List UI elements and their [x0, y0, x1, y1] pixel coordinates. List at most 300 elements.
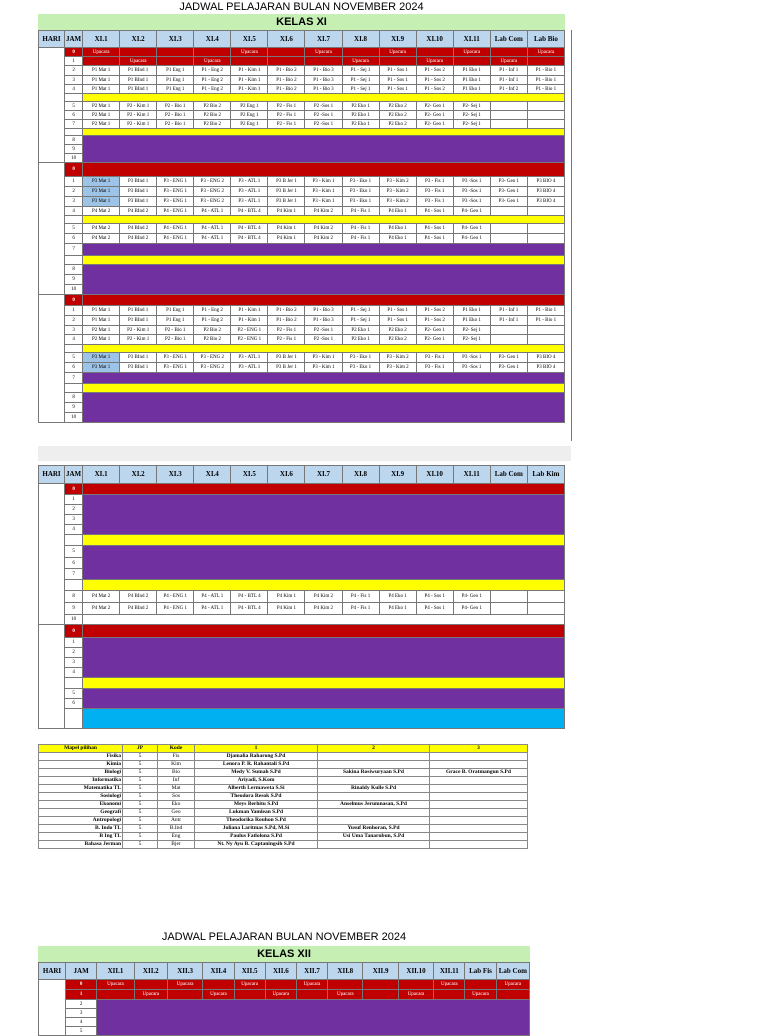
jam-cell: 10	[65, 413, 83, 423]
subject-code: Antr	[158, 817, 195, 825]
schedule-row	[39, 484, 565, 495]
jp-value: 5	[123, 769, 158, 777]
lesson-cell	[527, 207, 564, 216]
lesson-cell: P2 - Kim 1	[120, 335, 157, 345]
p5-block	[83, 265, 565, 295]
mapel-header-cell: JP	[123, 745, 158, 753]
lesson-cell: P1 - Inf 1	[490, 306, 527, 316]
upacara-cell: Upacara	[134, 990, 167, 1000]
lesson-cell: P1 - Sos 1	[379, 306, 416, 316]
literasi-bar	[83, 163, 565, 177]
jam-cell: 0	[65, 484, 83, 495]
day-cell-selasa	[39, 163, 65, 295]
header-cell: XII.5	[234, 963, 265, 980]
lesson-cell: P3 BInd 1	[120, 187, 157, 197]
lesson-cell: P1 - Sej 1	[342, 85, 379, 94]
lesson-cell	[527, 120, 564, 129]
lesson-cell: P4 - Sos 1	[416, 207, 453, 216]
schedule-row	[39, 66, 565, 76]
lesson-cell: P4 - Sos 1	[416, 591, 453, 603]
lesson-cell: P1 - Bio 2	[268, 316, 305, 326]
teacher-name	[430, 777, 528, 785]
lesson-cell: P1 - Bio 2	[268, 85, 305, 94]
lesson-cell: P1 - Bio 3	[305, 85, 342, 94]
lesson-cell	[490, 234, 527, 244]
jam-cell	[65, 345, 83, 353]
lesson-cell: P3 - ATL 1	[231, 197, 268, 207]
upacara-cell	[453, 57, 490, 66]
lesson-cell: P4 - BTL 4	[231, 603, 268, 615]
lesson-cell	[490, 111, 527, 120]
lesson-cell: P3 - ATL 1	[231, 353, 268, 363]
lesson-cell: P3 Mat 1	[83, 353, 120, 363]
p5-block	[83, 373, 565, 384]
jam-cell	[65, 678, 83, 689]
subject-name: Sosiologi	[39, 793, 123, 801]
lesson-cell: P4 - BTL 4	[231, 234, 268, 244]
jam-cell	[65, 216, 83, 224]
upacara-cell	[342, 48, 379, 57]
schedule-row	[39, 603, 565, 615]
upacara-cell: Upacara	[453, 48, 490, 57]
lesson-cell: P3 BIO 4	[527, 197, 564, 207]
header-cell: XI.10	[416, 466, 453, 484]
upacara-cell: Upacara	[231, 48, 268, 57]
jam-cell: 5	[65, 546, 83, 558]
teacher-name	[318, 793, 430, 801]
subject-name: Bahasa Jerman	[39, 841, 123, 849]
p5-block	[83, 244, 565, 256]
upacara-cell	[363, 980, 398, 990]
lesson-cell: P1 Eko 1	[453, 306, 490, 316]
jp-value: 5	[123, 785, 158, 793]
upacara-cell	[296, 990, 327, 1000]
lesson-cell: P2- Sej 1	[453, 335, 490, 345]
jam-cell: 3	[65, 326, 83, 335]
mapel-row	[39, 753, 528, 761]
upacara-cell	[97, 990, 134, 1000]
lesson-cell: P1 - Bio 3	[305, 316, 342, 326]
xii-class-label: KELAS XII	[38, 946, 530, 962]
lesson-cell: P2 Bio 2	[194, 111, 231, 120]
lesson-cell: P1 - Bio 1	[527, 66, 564, 76]
day-cell-senin	[39, 48, 65, 163]
schedule-row	[39, 495, 565, 505]
teacher-name: Djamalia Raharong S.Pd	[195, 753, 318, 761]
lesson-cell: P1 Eng 1	[157, 76, 194, 85]
jam-cell: 7	[65, 120, 83, 129]
lesson-cell: P2 Eko 2	[379, 120, 416, 129]
jam-cell: 6	[65, 699, 83, 709]
jam-cell: 9	[65, 603, 83, 615]
lesson-cell: P1 - Sos 2	[416, 306, 453, 316]
lesson-cell: P4 Kim 1	[268, 207, 305, 216]
lesson-cell: P4 - BTL 4	[231, 224, 268, 234]
lesson-cell: P2- Geo 1	[416, 335, 453, 345]
subject-name: Antropologi	[39, 817, 123, 825]
lesson-cell: P3 Mat 1	[83, 197, 120, 207]
schedule-row	[39, 535, 565, 546]
jam-cell: 3	[65, 76, 83, 85]
teacher-name: Usi Uma Tanarubun, S.Pd	[318, 833, 430, 841]
lesson-cell: P4 Eko 1	[379, 591, 416, 603]
lesson-cell: P4 - Fis 1	[342, 224, 379, 234]
lesson-cell: P1 BInd 1	[120, 316, 157, 326]
header-cell: XI.5	[231, 31, 268, 48]
upacara-cell: Upacara	[434, 980, 465, 990]
jam-cell: 7	[65, 244, 83, 256]
header-cell: HARI	[39, 31, 65, 48]
xii-schedule-title: JADWAL PELAJARAN BULAN NOVEMBER 2024	[161, 931, 407, 943]
jam-cell: 0	[65, 163, 83, 177]
upacara-cell: Upacara	[305, 48, 342, 57]
lesson-cell: P4 Kim 2	[305, 603, 342, 615]
mapel-row	[39, 841, 528, 849]
lesson-cell: P3 - ATL 1	[231, 187, 268, 197]
mapel-row	[39, 769, 528, 777]
subject-code: Geo	[158, 809, 195, 817]
jam-cell: 2	[66, 1000, 97, 1009]
lesson-cell: P4- Geo 1	[453, 234, 490, 244]
jam-cell	[65, 709, 83, 729]
teacher-name: Anselmus Jerumnasan, S.Pd	[318, 801, 430, 809]
header-cell: XI.10	[416, 31, 453, 48]
teacher-name	[430, 841, 528, 849]
header-cell: XI.11	[453, 31, 490, 48]
lesson-cell: P1 - Sej 1	[342, 76, 379, 85]
teacher-name	[430, 785, 528, 793]
lesson-cell: P2- Sej 1	[453, 111, 490, 120]
lesson-cell: P1 - Kim 1	[231, 316, 268, 326]
lesson-cell: P3 - Kim 2	[379, 177, 416, 187]
upacara-cell	[465, 980, 496, 990]
lesson-cell	[527, 102, 564, 111]
lesson-cell: P3 - Kim 1	[305, 187, 342, 197]
lesson-cell: P2 - Kim 1	[120, 120, 157, 129]
lesson-cell: P1 - Bio 3	[305, 76, 342, 85]
lesson-cell: P1 - Sos 2	[416, 66, 453, 76]
jam-cell: 3	[66, 1009, 97, 1018]
jam-cell: 0	[65, 295, 83, 306]
jam-cell: 1	[65, 495, 83, 505]
lesson-cell: P1 - Inf 1	[490, 76, 527, 85]
lesson-cell: P4 - BTL 4	[231, 207, 268, 216]
jp-value: 5	[123, 761, 158, 769]
subject-name: Matematika TL	[39, 785, 123, 793]
jam-cell: 4	[66, 1018, 97, 1027]
jp-value: 5	[123, 777, 158, 785]
lesson-cell: P1 - Kim 1	[231, 306, 268, 316]
header-cell: XII.2	[134, 963, 167, 980]
ekstrakurikuler-bar	[83, 709, 565, 729]
jam-cell: 10	[65, 615, 83, 625]
lesson-cell: P4 Mat 2	[83, 207, 120, 216]
upacara-cell: Upacara	[328, 990, 363, 1000]
upacara-cell	[83, 57, 120, 66]
lesson-cell: P2 - Fis 1	[268, 335, 305, 345]
schedule-row	[39, 177, 565, 187]
lesson-cell: P4 Kim 1	[268, 234, 305, 244]
separator-band	[38, 446, 571, 461]
lesson-cell: P4 Kim 2	[305, 207, 342, 216]
lesson-cell: P4 - ENG 1	[157, 207, 194, 216]
lesson-cell: P4 - ATL 1	[194, 207, 231, 216]
mapel-row	[39, 785, 528, 793]
lesson-cell: P1 Eko 1	[453, 76, 490, 85]
lesson-cell: P4 - ATL 1	[194, 603, 231, 615]
jp-value: 5	[123, 753, 158, 761]
schedule-row	[39, 48, 565, 57]
lesson-cell: P4 Kim 2	[305, 234, 342, 244]
upacara-cell	[398, 980, 433, 990]
lesson-cell: P3 -Sos 1	[453, 197, 490, 207]
literasi-bar	[83, 295, 565, 306]
lesson-cell: P2 Bio 2	[194, 335, 231, 345]
jam-cell: 0	[65, 48, 83, 57]
lesson-cell	[527, 224, 564, 234]
jam-cell: 2	[65, 66, 83, 76]
jam-cell: 5	[65, 353, 83, 363]
teacher-name	[318, 761, 430, 769]
istirahat-bar	[83, 216, 565, 224]
jam-cell: 5	[65, 224, 83, 234]
day-cell-kamis	[39, 484, 65, 625]
lesson-cell: P3- Geo 1	[490, 197, 527, 207]
lesson-cell: P3 - Fis 1	[416, 353, 453, 363]
jam-cell: 4	[65, 207, 83, 216]
p5-block	[83, 393, 565, 423]
literasi-bar	[83, 484, 565, 495]
lesson-cell	[490, 102, 527, 111]
schedule-row	[39, 353, 565, 363]
xi-schedule-table-1	[38, 30, 565, 423]
subject-code: Fis	[158, 753, 195, 761]
schedule-row	[39, 216, 565, 224]
upacara-cell: Upacara	[234, 980, 265, 990]
lesson-cell: P1 - Inf 1	[490, 66, 527, 76]
upacara-cell	[157, 57, 194, 66]
upacara-cell	[527, 57, 564, 66]
lesson-cell: P1 Eng 1	[157, 316, 194, 326]
lesson-cell: P1 BInd 1	[120, 76, 157, 85]
lesson-cell: P1 - Bio 1	[527, 76, 564, 85]
header-cell: Lab Com	[490, 466, 527, 484]
lesson-cell: P3 Mat 1	[83, 177, 120, 187]
lesson-cell: P2 Eko 1	[342, 120, 379, 129]
upacara-cell	[416, 48, 453, 57]
header-cell: Lab Kim	[527, 466, 564, 484]
lesson-cell: P1 - Eng 2	[194, 85, 231, 94]
lesson-cell: P1 BInd 1	[120, 85, 157, 94]
day-cell-jumat	[39, 625, 65, 729]
schedule-row	[39, 94, 565, 102]
lesson-cell	[527, 591, 564, 603]
header-cell: XI.3	[157, 466, 194, 484]
lesson-cell: P2 Eko 1	[342, 326, 379, 335]
jam-cell: 2	[65, 187, 83, 197]
day-cell-blank	[39, 980, 66, 1036]
teacher-name	[318, 777, 430, 785]
jam-cell	[65, 384, 83, 393]
subject-code: Eko	[158, 801, 195, 809]
lesson-cell: P1 - Sos 1	[379, 66, 416, 76]
lesson-cell: P2 Eko 1	[342, 335, 379, 345]
header-cell: XI.6	[268, 31, 305, 48]
lesson-cell: P2 Eng 1	[231, 111, 268, 120]
schedule-row	[39, 709, 565, 729]
lesson-cell: P4 Eko 1	[379, 603, 416, 615]
subject-name: Biologi	[39, 769, 123, 777]
lesson-cell: P3 - ENG 2	[194, 177, 231, 187]
lesson-cell: P2 Bio 2	[194, 120, 231, 129]
teacher-name: Medy V. Sumah S.Pd	[195, 769, 318, 777]
xi-class-label: KELAS XI	[38, 14, 565, 30]
upacara-cell: Upacara	[416, 57, 453, 66]
lesson-cell: P3 - Kim 1	[305, 177, 342, 187]
lesson-cell: P4 Kim 1	[268, 591, 305, 603]
header-cell: JAM	[65, 466, 83, 484]
lesson-cell: P2 -Sos 1	[305, 326, 342, 335]
lesson-cell: P2 - Kim 1	[120, 326, 157, 335]
lesson-cell: P4 - BTL 4	[231, 591, 268, 603]
schedule-row	[39, 295, 565, 306]
schedule-row	[39, 57, 565, 66]
subject-name: Ekonomi	[39, 801, 123, 809]
lesson-cell: P1 - Bio 3	[305, 66, 342, 76]
jp-value: 5	[123, 833, 158, 841]
header-cell: XI.4	[194, 31, 231, 48]
lesson-cell	[527, 335, 564, 345]
lesson-cell: P2- Geo 1	[416, 120, 453, 129]
jam-cell	[65, 535, 83, 546]
lesson-cell: P1 - Bio 3	[305, 306, 342, 316]
lesson-cell: P2 Eko 2	[379, 326, 416, 335]
upacara-cell	[434, 990, 465, 1000]
lesson-cell: P3 - Kim 2	[379, 363, 416, 373]
lesson-cell: P4 Eko 1	[379, 207, 416, 216]
lesson-cell: P4 - Sos 1	[416, 224, 453, 234]
subject-code: Kim	[158, 761, 195, 769]
lesson-cell: P4- Geo 1	[453, 207, 490, 216]
lesson-cell: P3 BInd 1	[120, 363, 157, 373]
p5-block	[83, 689, 565, 709]
header-cell: XI.6	[268, 466, 305, 484]
lesson-cell: P3 - Kim 1	[305, 353, 342, 363]
mapel-row	[39, 833, 528, 841]
teacher-name: Paulus Fatlolona S.Pd	[195, 833, 318, 841]
lesson-cell: P1 - Eng 2	[194, 76, 231, 85]
lesson-cell: P4 Kim 1	[268, 224, 305, 234]
lesson-cell: P2 -Sos 1	[305, 120, 342, 129]
teacher-name: Rinaldy Kulle S.Pd	[318, 785, 430, 793]
lesson-cell: P1 - Inf 2	[490, 85, 527, 94]
lesson-cell: P3 Mat 1	[83, 187, 120, 197]
lesson-cell: P4 - Fis 1	[342, 234, 379, 244]
upacara-cell	[234, 990, 265, 1000]
jam-cell: 5	[65, 689, 83, 699]
schedule-row	[39, 234, 565, 244]
lesson-cell: P3 -Sos 1	[453, 353, 490, 363]
subject-code: Bjer	[158, 841, 195, 849]
jam-cell: 6	[65, 363, 83, 373]
lesson-cell	[490, 224, 527, 234]
header-cell: HARI	[39, 466, 65, 484]
jam-cell: 1	[65, 57, 83, 66]
lesson-cell: P1 - Sos 2	[416, 316, 453, 326]
lesson-cell: P3 B Jer 1	[268, 197, 305, 207]
schedule-row	[39, 129, 565, 136]
lesson-cell: P4 BInd 2	[120, 224, 157, 234]
mapel-header-cell: 3	[430, 745, 528, 753]
istirahat-bar	[83, 256, 565, 265]
header-cell: XI.4	[194, 466, 231, 484]
day-cell-rabu	[39, 295, 65, 423]
lesson-cell: P1 - Bio 2	[268, 306, 305, 316]
mapel-header-cell: 2	[318, 745, 430, 753]
istirahat-bar	[83, 535, 565, 546]
teacher-name	[318, 841, 430, 849]
lesson-cell: P4- Geo 1	[453, 603, 490, 615]
upacara-cell: Upacara	[342, 57, 379, 66]
subject-code: Sos	[158, 793, 195, 801]
lesson-cell: P2 - Bio 1	[157, 111, 194, 120]
jam-cell: 7	[65, 569, 83, 580]
mapel-row	[39, 817, 528, 825]
lesson-cell: P3 - ENG 1	[157, 187, 194, 197]
istirahat-bar	[83, 129, 565, 136]
header-cell: Lab Fis	[465, 963, 496, 980]
lesson-cell: P4 BInd 2	[120, 591, 157, 603]
schedule-row	[39, 224, 565, 234]
schedule-row	[39, 187, 565, 197]
lesson-cell: P3 BInd 1	[120, 353, 157, 363]
lesson-cell: P2 - Kim 1	[120, 102, 157, 111]
header-cell: XII.10	[398, 963, 433, 980]
teacher-name	[430, 809, 528, 817]
lesson-cell: P4 Mat 2	[83, 234, 120, 244]
lesson-cell: P3 - ENG 1	[157, 353, 194, 363]
lesson-cell	[490, 326, 527, 335]
lesson-cell: P2 -Sos 1	[305, 102, 342, 111]
jam-cell: 5	[66, 1027, 97, 1036]
lesson-cell: P2 - ENG 1	[231, 335, 268, 345]
subject-name: Geografi	[39, 809, 123, 817]
lesson-cell: P3 - Kim 2	[379, 187, 416, 197]
teacher-name	[430, 753, 528, 761]
lesson-cell: P3 BInd 1	[120, 197, 157, 207]
lesson-cell: P4 - ATL 1	[194, 224, 231, 234]
lesson-cell: P2 - Kim 1	[120, 111, 157, 120]
lesson-cell: P1 - Bio 1	[527, 306, 564, 316]
lesson-cell: P2 Mat 1	[83, 335, 120, 345]
header-cell: XII.1	[97, 963, 134, 980]
upacara-cell	[265, 980, 296, 990]
lesson-cell: P1 - Sej 1	[342, 316, 379, 326]
mapel-row	[39, 793, 528, 801]
jam-cell	[65, 94, 83, 102]
lesson-cell: P3 - Kim 2	[379, 197, 416, 207]
lesson-cell: P4 - ENG 1	[157, 603, 194, 615]
upacara-cell: Upacara	[265, 990, 296, 1000]
lesson-cell: P4 - ATL 1	[194, 234, 231, 244]
upacara-cell	[363, 990, 398, 1000]
lesson-cell: P2 - Fis 1	[268, 111, 305, 120]
lesson-cell: P2 - ENG 1	[231, 326, 268, 335]
header-cell: XI.9	[379, 466, 416, 484]
header-cell: JAM	[66, 963, 97, 980]
lesson-cell: P4 Eko 1	[379, 224, 416, 234]
lesson-cell: P4 Mat 2	[83, 224, 120, 234]
